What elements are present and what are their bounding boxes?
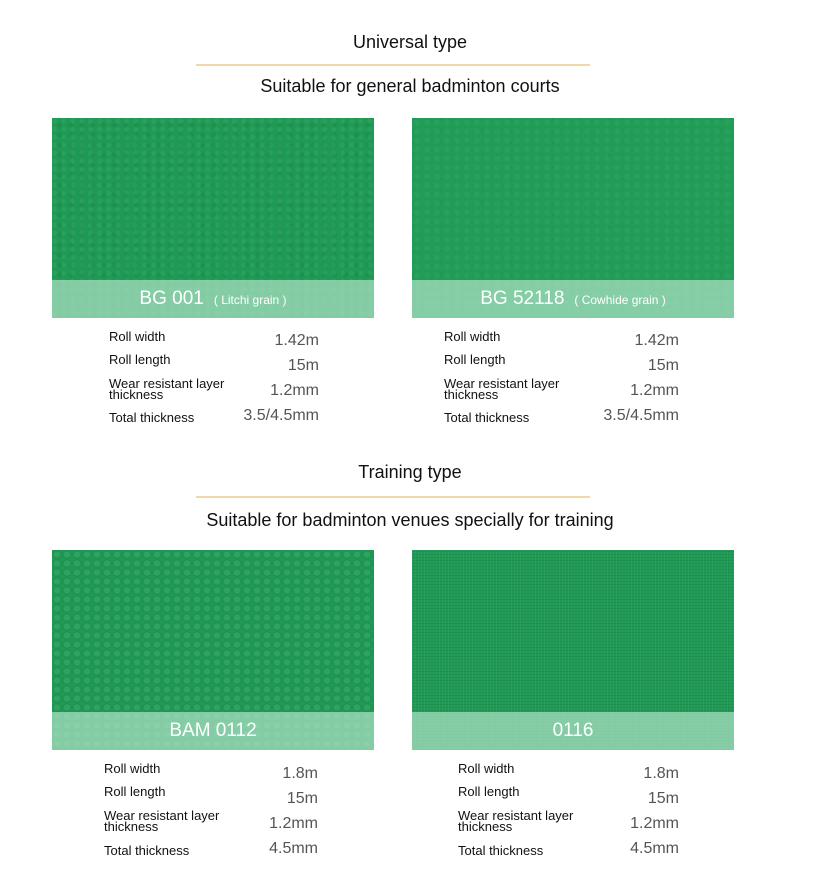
spec-row [444,378,679,402]
spec-row [109,331,319,351]
product-code: BAM 0112 [169,720,257,741]
spec-label: Wear resistant layer thickness [444,376,560,402]
spec-row [444,354,679,374]
spec-row [109,354,319,374]
spec-row [458,786,679,806]
product-swatch-bg001 [52,118,374,318]
section-title-universal: Universal type [352,32,468,52]
spec-row [109,407,319,432]
spec-value: 3.5/4.5mm [603,407,679,424]
product-label-band [412,712,734,750]
section-subtitle-training: Suitable for badminton venues specially for training [206,510,614,530]
spec-row [104,840,318,865]
spec-value: 4.5mm [269,840,318,857]
product-label-band [52,280,374,318]
spec-label: Roll width [109,329,166,344]
spec-value: 1.2mm [630,815,679,832]
section-subtitle-universal: Suitable for general badminton courts [260,76,560,96]
spec-label: Roll length [458,784,520,799]
spec-value: 15m [647,357,679,374]
spec-row [109,378,319,402]
spec-label: Wear resistant layer thickness [458,808,574,834]
spec-value: 15m [287,357,319,374]
spec-row [104,763,318,783]
spec-row [444,331,679,351]
product-label-band [52,712,374,750]
spec-value: 15m [286,790,318,807]
product-code: 0116 [552,720,594,741]
product-swatch-0116 [412,550,734,750]
spec-row [458,763,679,783]
section-divider [196,64,590,66]
section-title-training: Training type [358,462,462,482]
spec-row [104,786,318,806]
spec-value: 1.2mm [270,382,319,399]
product-label-band [412,280,734,318]
spec-value: 4.5mm [630,840,679,857]
spec-row [458,840,679,865]
spec-value: 1.8m [282,765,318,782]
spec-value: 1.8m [643,765,679,782]
product-code: BG 001 [139,288,204,309]
spec-label: Total thickness [104,843,190,858]
section-divider [196,496,590,498]
spec-label: Roll width [458,761,515,776]
spec-label: Roll length [109,352,171,367]
product-code: BG 52118 [480,288,565,309]
product-grain: ( Litchi grain ) [213,293,287,307]
spec-label: Wear resistant layer thickness [109,376,225,402]
spec-label: Wear resistant layer thickness [104,808,220,834]
spec-label: Roll length [444,352,506,367]
spec-row [104,810,318,834]
spec-value: 1.42m [274,332,319,349]
spec-row [458,810,679,834]
spec-value: 1.42m [634,332,679,349]
spec-value: 3.5/4.5mm [243,407,319,424]
spec-label: Roll width [444,329,501,344]
spec-label: Total thickness [458,843,544,858]
spec-label: Total thickness [109,410,195,425]
spec-value: 1.2mm [630,382,679,399]
product-swatch-bg52118 [412,118,734,318]
spec-label: Total thickness [444,410,530,425]
spec-label: Roll width [104,761,161,776]
spec-value: 15m [647,790,679,807]
product-swatch-bam0112 [52,550,374,750]
product-grain: ( Cowhide grain ) [574,293,666,307]
spec-label: Roll length [104,784,166,799]
spec-value: 1.2mm [269,815,318,832]
spec-row [444,407,679,432]
